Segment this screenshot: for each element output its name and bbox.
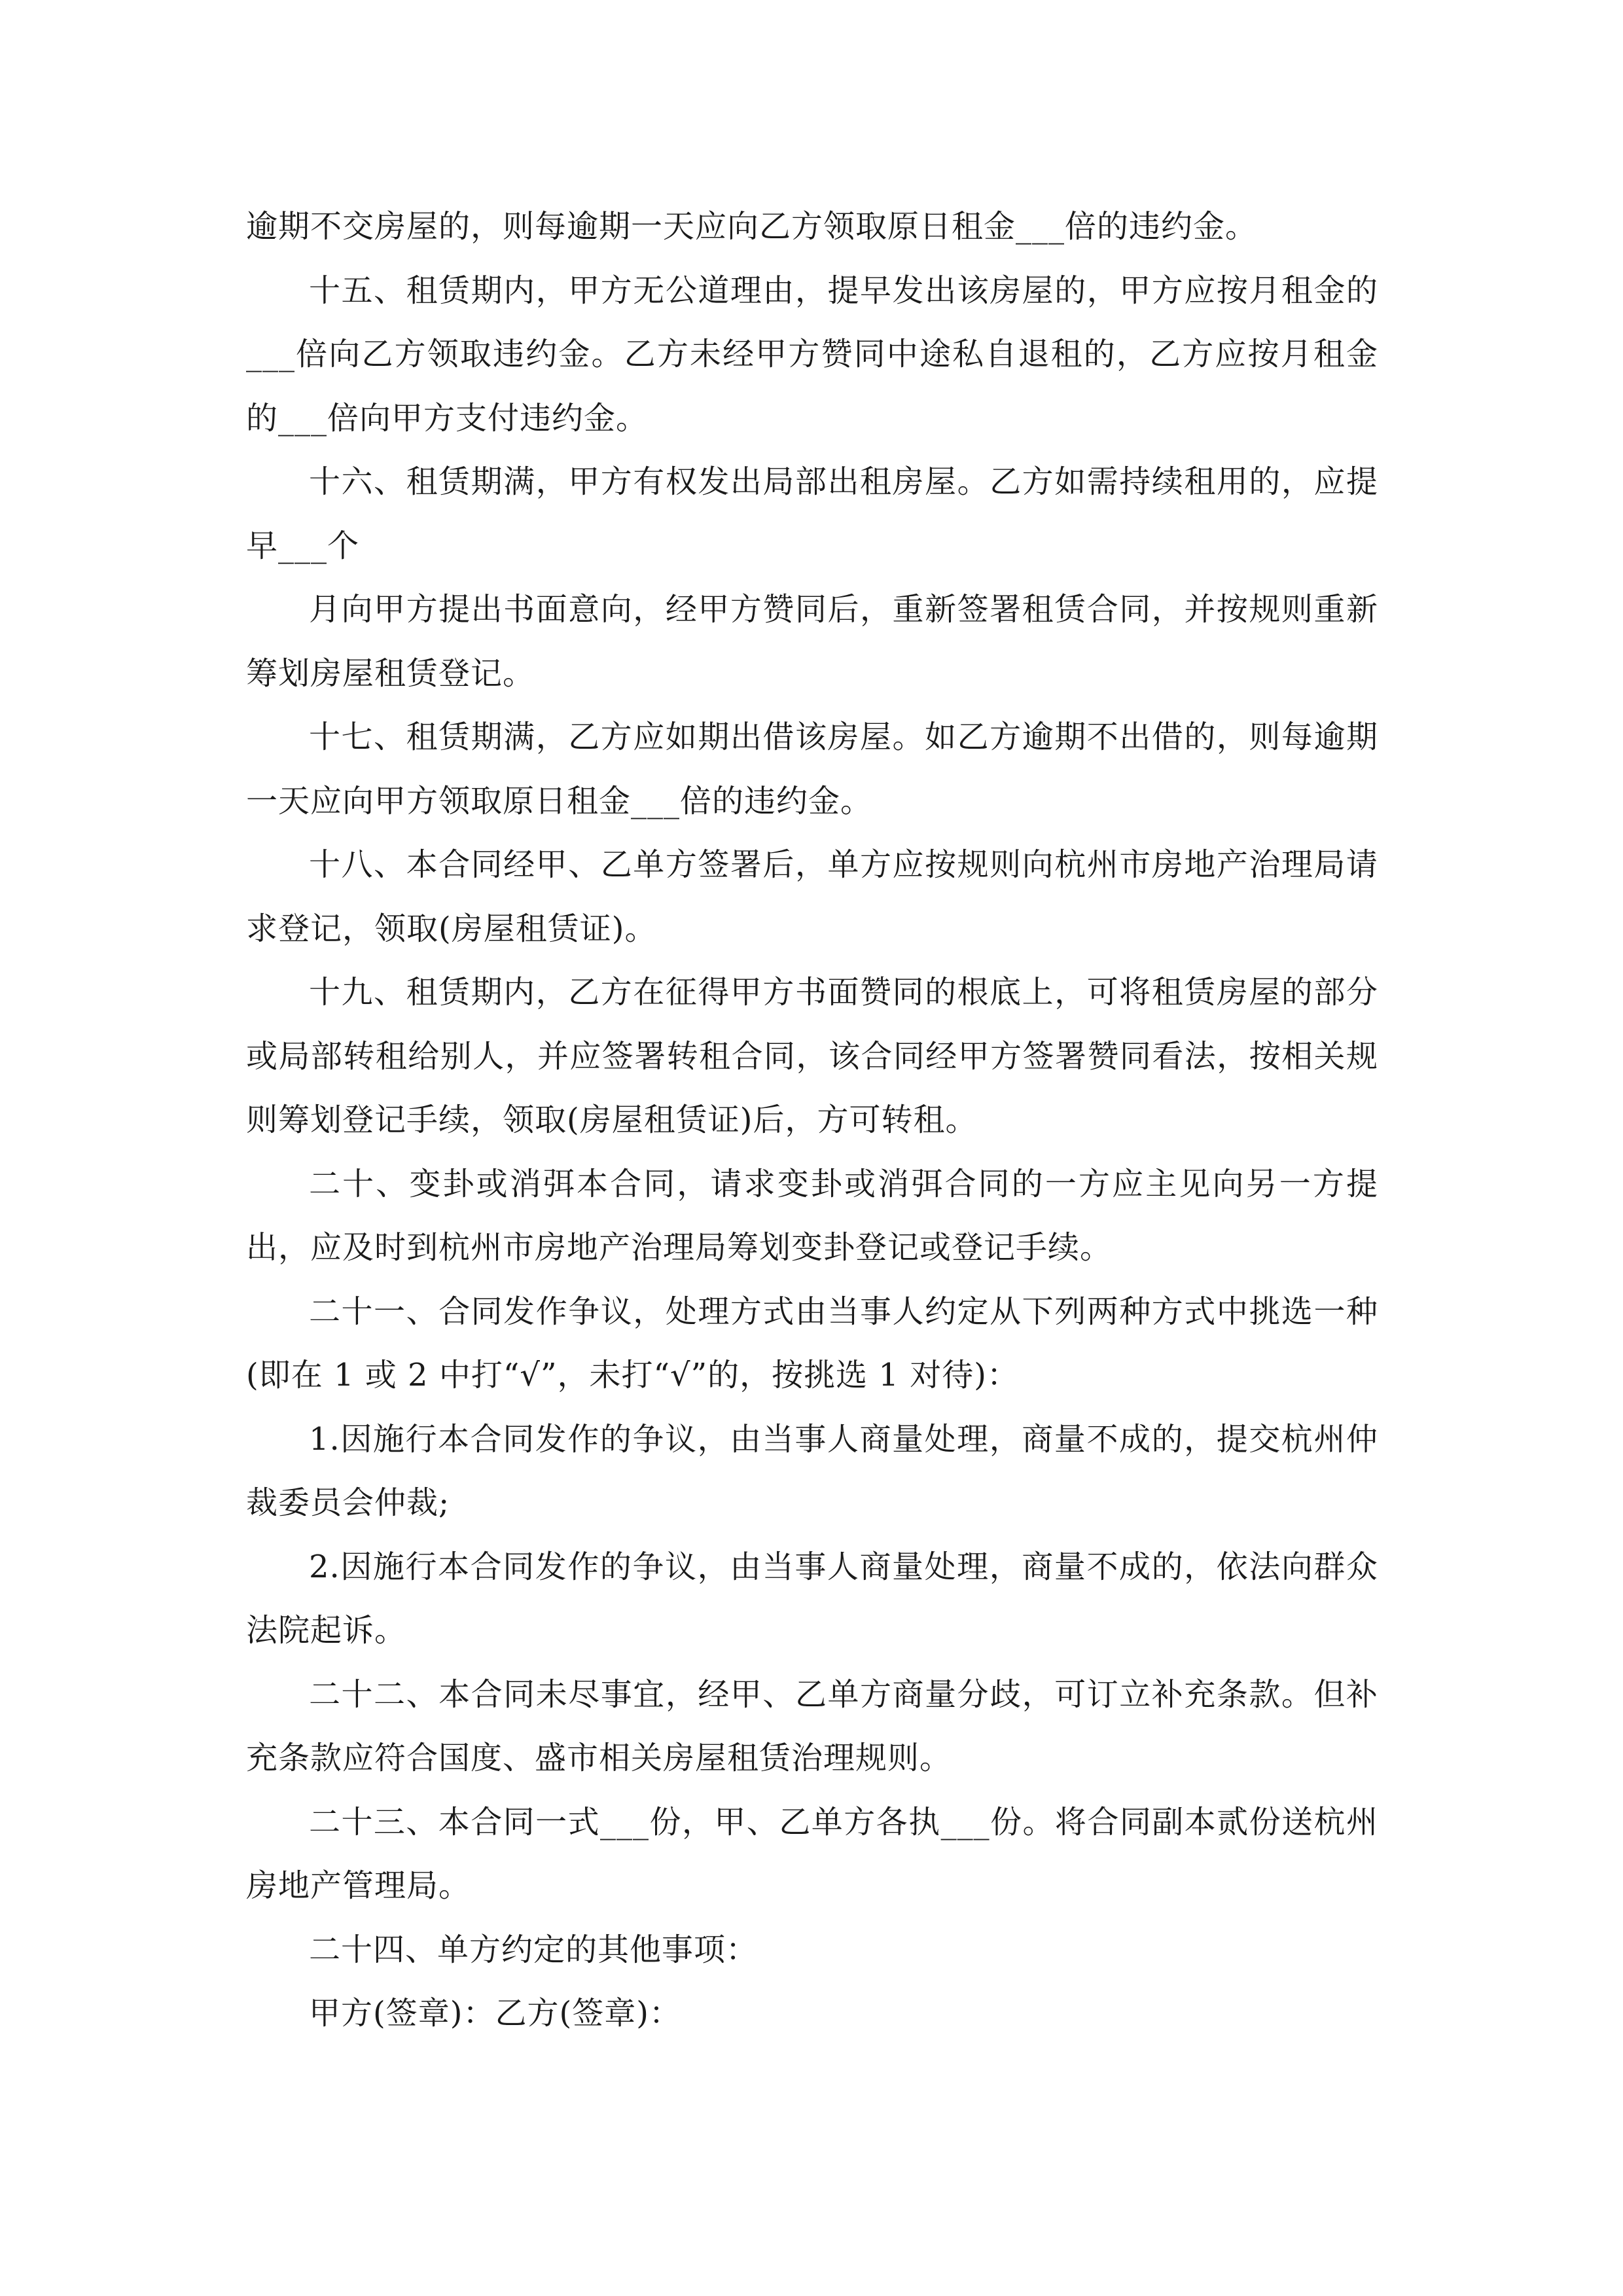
clause-16-continued: 月向甲方提出书面意向，经甲方赞同后，重新签署租赁合同，并按规则重新筹划房屋租赁登记。 xyxy=(246,591,1378,692)
clause-21-option-1: 1.因施行本合同发作的争议，由当事人商量处理，商量不成的，提交杭州仲裁委员会仲裁; xyxy=(246,1420,1378,1521)
contract-body xyxy=(246,195,1378,2046)
party-a-signature-label: 甲方(签章)： xyxy=(309,1995,495,2032)
clause-21: 二十一、合同发作争议，处理方式由当事人约定从下列两种方式中挑选一种(即在 1 或 2 中打“√”，未打“√”的，按挑选 1 对待)： xyxy=(246,1293,1378,1393)
party-b-signature-label: 乙方(签章)： xyxy=(495,1995,681,2032)
clause-23: 二十三、本合同一式___份，甲、乙单方各执___份。将合同副本贰份送杭州房地产管理局。 xyxy=(246,1803,1378,1904)
clause-22: 二十二、本合同未尽事宜，经甲、乙单方商量分歧，可订立补充条款。但补充条款应符合国度、盛市相关房屋租赁治理规则。 xyxy=(246,1676,1378,1776)
paragraph-overdue-handover: 逾期不交房屋的，则每逾期一天应向乙方领取原日租金___倍的违约金。 xyxy=(246,208,1258,245)
clause-24: 二十四、单方约定的其他事项： xyxy=(309,1931,758,1968)
clause-18: 十八、本合同经甲、乙单方签署后，单方应按规则向杭州市房地产治理局请求登记，领取(房屋租赁证)。 xyxy=(246,846,1378,947)
clause-15: 十五、租赁期内，甲方无公道理由，提早发出该房屋的，甲方应按月租金的___倍向乙方领取违约金。乙方未经甲方赞同中途私自退租的，乙方应按月租金的___倍向甲方支付违约金。 xyxy=(246,272,1378,437)
signature-row xyxy=(246,1982,1378,2046)
clause-19: 十九、租赁期内，乙方在征得甲方书面赞同的根底上，可将租赁房屋的部分或局部转租给别人，并应签署转租合同，该合同经甲方签署赞同看法，按相关规则筹划登记手续，领取(房屋租赁证)后，方可转租。 xyxy=(246,974,1378,1138)
clause-20: 二十、变卦或消弭本合同，请求变卦或消弭合同的一方应主见向另一方提出，应及时到杭州市房地产治理局筹划变卦登记或登记手续。 xyxy=(246,1165,1378,1266)
clause-17: 十七、租赁期满，乙方应如期出借该房屋。如乙方逾期不出借的，则每逾期一天应向甲方领取原日租金___倍的违约金。 xyxy=(246,719,1378,819)
clause-16: 十六、租赁期满，甲方有权发出局部出租房屋。乙方如需持续租用的，应提早___个 xyxy=(246,463,1378,564)
clause-21-option-2: 2.因施行本合同发作的争议，由当事人商量处理，商量不成的，依法向群众法院起诉。 xyxy=(246,1548,1378,1649)
